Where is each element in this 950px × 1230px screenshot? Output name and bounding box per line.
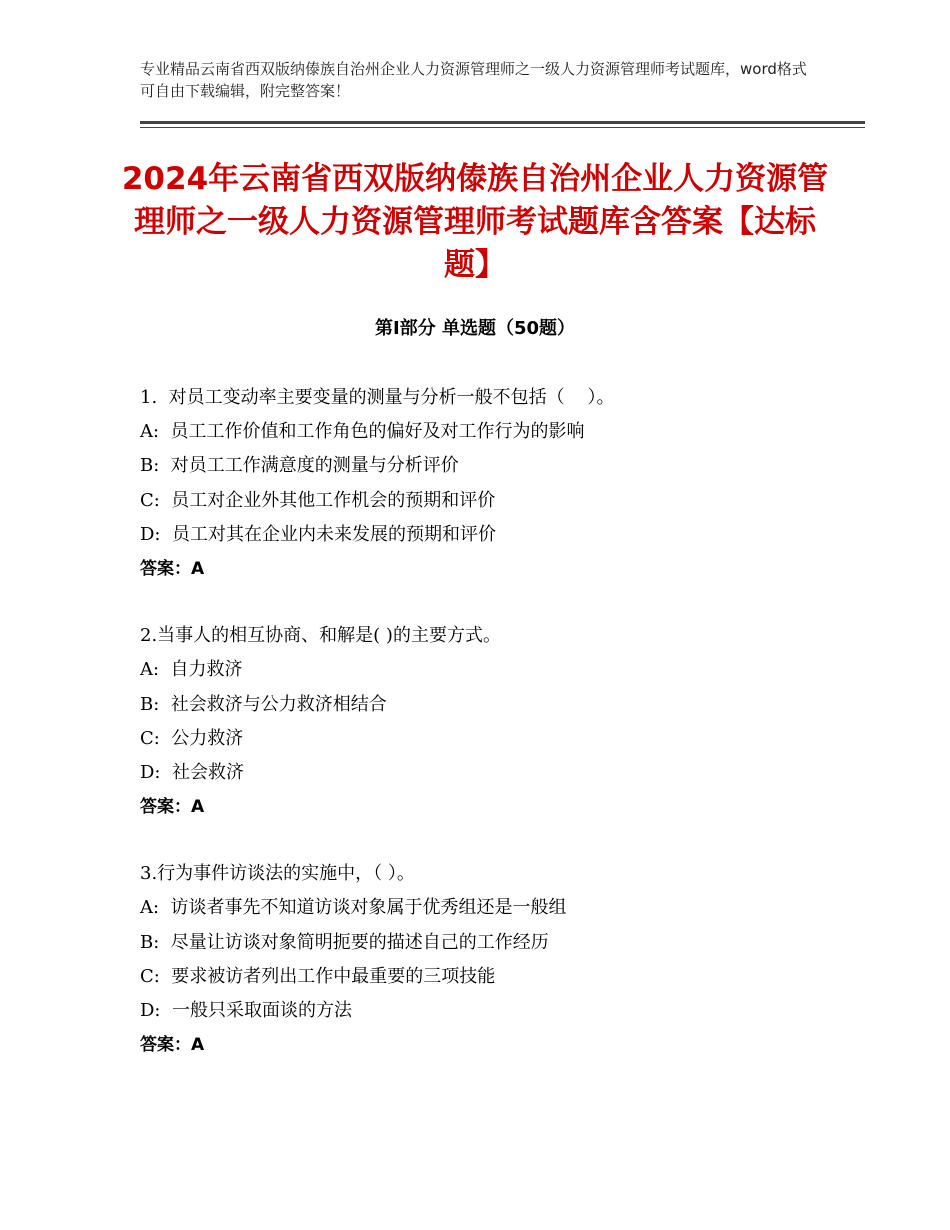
header-rule	[140, 121, 865, 124]
question-stem: 2.当事人的相互协商、和解是( )的主要方式。	[140, 625, 501, 647]
document-title: 2024年云南省西双版纳傣族自治州企业人力资源管理师之一级人力资源管理师考试题库含答案【达标题】	[121, 161, 829, 283]
option-b: B: 对员工工作满意度的测量与分析评价	[140, 455, 459, 477]
option-d: D: 员工对其在企业内未来发展的预期和评价	[140, 523, 496, 545]
option-a: A: 访谈者事先不知道访谈对象属于优秀组还是一般组	[140, 897, 567, 919]
header-rule-thin	[140, 127, 865, 128]
answer: 答案：A	[140, 797, 205, 818]
option-d: D: 一般只采取面谈的方法	[140, 1000, 352, 1021]
option-a: A: 自力救济	[140, 659, 243, 681]
option-b: B: 尽量让访谈对象简明扼要的描述自己的工作经历	[140, 931, 549, 953]
option-c: C: 员工对企业外其他工作机会的预期和评价	[140, 489, 496, 511]
option-b: B: 社会救济与公力救济相结合	[140, 693, 387, 715]
question-3	[140, 857, 840, 1062]
option-c: C: 要求被访者列出工作中最重要的三项技能	[140, 965, 496, 987]
option-a: A: 员工工作价值和工作角色的偏好及对工作行为的影响	[140, 421, 585, 443]
option-d: D: 社会救济	[140, 761, 244, 783]
question-list	[140, 381, 840, 1095]
option-c: C: 公力救济	[140, 727, 244, 749]
question-2	[140, 619, 840, 824]
page-header: 专业精品云南省西双版纳傣族自治州企业人力资源管理师之一级人力资源管理师考试题库，word格式可自由下载编辑，附完整答案！	[140, 60, 807, 100]
section-heading: 第Ⅰ部分 单选题（50题）	[374, 318, 575, 339]
question-1	[140, 381, 840, 586]
question-stem: 1. 对员工变动率主要变量的测量与分析一般不包括（ ）。	[140, 387, 615, 408]
question-stem: 3.行为事件访谈法的实施中，（ ）。	[140, 863, 415, 885]
answer: 答案：A	[140, 558, 205, 579]
answer: 答案：A	[140, 1035, 205, 1056]
